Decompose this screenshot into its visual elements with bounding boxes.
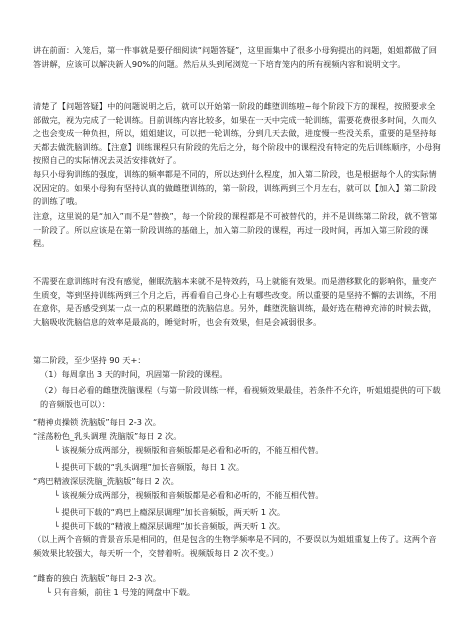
course-subline: └ 该视频分成两部分，视频版和音频版都是必看和必听的，不能互相代替。 [54, 445, 324, 455]
intro-paragraph: 讲在前面：入笼后，第一件事就是要仔细阅读“问题答疑”，这里面集中了很多小母狗提出的问题，姐姐都做了回答讲解，应该可以解决新人90%的问题。然后从头到尾浏览一下培育笼内的所有视频内容和说明文字。 [33, 45, 437, 69]
course-subline: └ 该视频分成两部分，视频版和音频版都是必看和必听的，不能互相代替。 [54, 490, 324, 500]
course-subline: └ 提供可下载的“乳头调理”加长音频版，每日 1 次。 [54, 462, 245, 472]
course-subline: └ 提供可下载的“鸡巴上瘾深层调理”加长音频版，两天听 1 次。 [54, 507, 286, 517]
add-not-replace-paragraph: 注意，这里说的是“加入”而不是“替换”，每一个阶段的课程都是不可被替代的，并不是训练第二阶段，就不管第一阶段了。所以应该是在第一阶段训练的基础上，加入第二阶段的课程，再过一段时间，再加入第三阶段的课程。 [33, 211, 438, 249]
stage2-title: 第二阶段，至少坚持 90 天+： [33, 355, 146, 365]
stage2-item-1: （1）每周拿出 3 天的时间，巩固第一阶段的课程。 [40, 369, 228, 379]
course-line: “淫荡粉色_乳头调理 洗脑版”每日 2 次。 [33, 431, 182, 441]
stage1-instructions-paragraph: 清楚了【问题答疑】中的问题说明之后，就可以开始第一阶段的雌堕训练啦~每个阶段下方的课程，按照要求全部做完，视为完成了一轮训练。目前训练内容比较多，如果在一天中完成一轮训练，需要花费很多时间，久而久之也会变成一种负担，所以，姐姐建议，可以把一轮训练，分到几天去做，进度慢一些没关系，重要的是坚持每天都去做洗脑训练。【注意】训练课程只有阶段的先后之分，每个阶段中的课程没有特定的先后训练顺序，小母狗按照自己的实际情况去灵活安排就好了。 [33, 101, 441, 166]
course-line: “鸡巴精液深层洗脑_洗脑版”每日 2 次。 [33, 476, 179, 486]
stage2-item-2: （2）每日必看的雌堕洗脑课程（与第一阶段训练一样，看视频效果最佳，若条件不允许，听姐姐提供的可下载的音频版也可以）： [40, 385, 441, 409]
audio-note: （以上两个音频的背景音乐是相同的，但是包含的生物学频率是不同的，不要误以为姐姐重复上传了。这两个音频效果比较强大，每天听一个，交替着听。视频版每日 2 次不变。） [33, 534, 437, 558]
course-line: “雌畜的独白 洗脑版”每日 2-3 次。 [33, 573, 161, 583]
stage-progression-paragraph: 每只小母狗训练的强度，训练的频率都是不同的，所以达到什么程度，加入第二阶段，也是根据每个人的实际情况因定的。如果小母狗有坚持认真的做雌堕训练的，第一阶段，训练两到三个月左右，就可以【加入】第二阶段的训练了哦。 [33, 169, 437, 207]
course-line: “精神贞操锁 洗脑版”每日 2-3 次。 [33, 417, 161, 427]
course-subline: └ 提供可下载的“精液上瘾深层调理”加长音频版，两天听 1 次。 [54, 521, 286, 531]
course-subline: └ 只有音频，前往 1 号笼的网盘中下载。 [46, 587, 195, 597]
persistence-paragraph: 不需要在意训练时有没有感觉，催眠洗脑本来就不是特效药，马上就能有效果。而是潜移默化的影响你，量变产生质变，等到坚持训练两到三个月之后，再看看自己身心上有哪些改变。所以重要的是坚持不懈的去训练，不用在意你，是否感受到某一点一点的积累雌堕的洗脑信息。另外，雌堕洗脑训练，最好选在精神充沛的时候去做，大脑吸收洗脑信息的效率是最高的，睡觉时听，也会有效果，但是会减弱很多。 [33, 276, 437, 327]
